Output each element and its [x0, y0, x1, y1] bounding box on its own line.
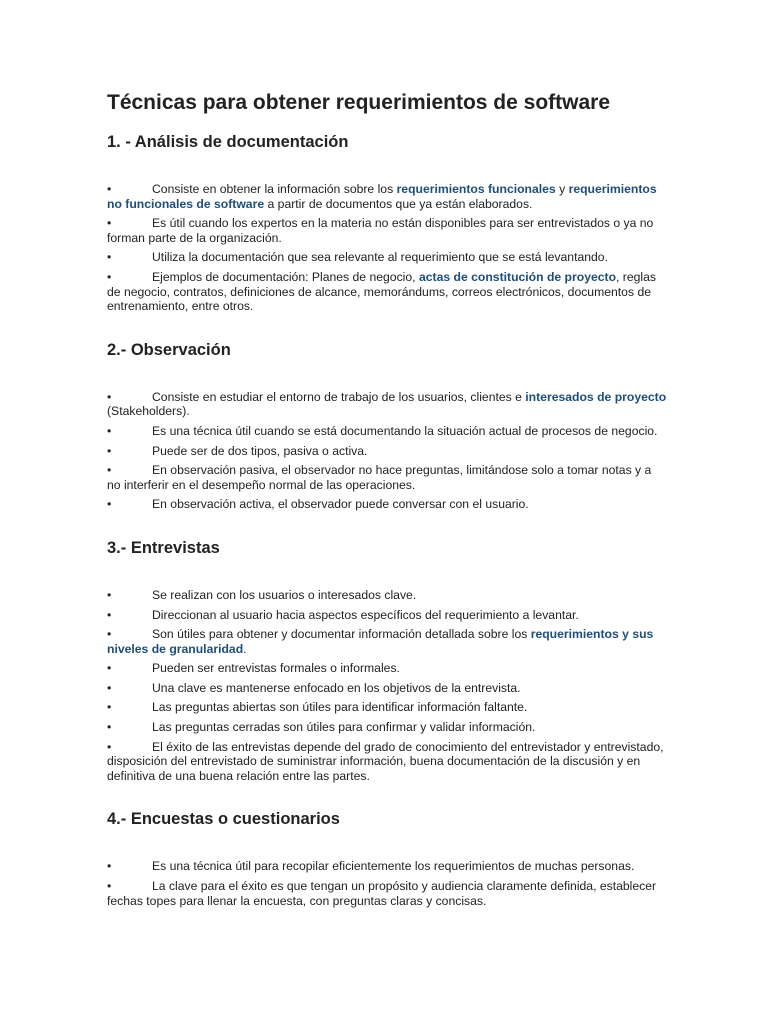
- bullet-icon: •: [107, 182, 112, 196]
- list-item-text: Ejemplos de documentación: Planes de negocio,: [152, 269, 419, 284]
- inline-link[interactable]: interesados de proyecto: [525, 389, 667, 404]
- list-item: [107, 661, 667, 676]
- document-page: [107, 88, 667, 913]
- list-item-text: Las preguntas cerradas son útiles para confirmar y validar información.: [152, 720, 536, 735]
- bullet-icon: •: [107, 700, 112, 715]
- list-item-text: .: [243, 641, 247, 656]
- list-item-text: El éxito de las entrevistas depende del grado de conocimiento del entrevistador y entrevistado, disposición del entrevistado de suministrar información, buena documentación de la discusión y en definitiva de una buena relación entre las partes.: [107, 739, 664, 783]
- section-heading: 3.- Entrevistas: [107, 538, 220, 557]
- list-item: [107, 700, 667, 715]
- bullet-list: [107, 588, 667, 784]
- list-item: [107, 627, 667, 656]
- bullet-list: [107, 390, 667, 512]
- list-item: [107, 216, 667, 245]
- document-title: Técnicas para obtener requerimientos de software: [107, 91, 610, 114]
- bullet-icon: •: [107, 720, 112, 735]
- bullet-icon: •: [107, 250, 112, 265]
- bullet-icon: •: [107, 423, 112, 438]
- list-item-text: Direccionan al usuario hacia aspectos específicos del requerimiento a levantar.: [152, 607, 579, 622]
- list-item-text: Una clave es mantenerse enfocado en los objetivos de la entrevista.: [152, 680, 521, 695]
- list-item-text: Son útiles para obtener y documentar información detallada sobre los: [152, 627, 531, 642]
- list-item-text: La clave para el éxito es que tengan un propósito y audiencia claramente definida, establecer fechas topes para llenar la encuesta, con preguntas claras y concisas.: [107, 879, 657, 908]
- bullet-icon: •: [107, 443, 112, 458]
- list-item-text: Consiste en estudiar el entorno de trabajo de los usuarios, clientes e: [152, 389, 526, 404]
- list-item-text: Las preguntas abiertas son útiles para identificar información faltante.: [152, 700, 528, 715]
- list-item: [107, 859, 667, 874]
- list-item-text: En observación pasiva, el observador no hace preguntas, limitándose solo a tomar notas y a no interferir en el desempeño normal de las operaciones.: [107, 463, 652, 492]
- section-heading: 2.- Observación: [107, 340, 231, 359]
- list-item-text: , reglas de negocio, contratos, definiciones de alcance, memorándums, correos electrónicos, documentos de entrenamiento, entre otros.: [107, 269, 656, 314]
- list-item-text: a partir de documentos que ya están elaborados.: [264, 196, 533, 211]
- list-item: [107, 444, 667, 459]
- list-item-text: Es útil cuando los expertos en la materia no están disponibles para ser entrevistados o ya no forman parte de la organización.: [107, 216, 654, 245]
- list-item-text: y: [555, 182, 569, 196]
- section-heading: 1. - Análisis de documentación: [107, 133, 349, 151]
- bullet-list: [107, 182, 667, 314]
- list-item: [107, 250, 667, 265]
- list-item: [107, 390, 667, 419]
- list-item: [107, 588, 667, 603]
- list-item: [107, 270, 667, 314]
- bullet-icon: •: [107, 680, 112, 695]
- list-item-text: (Stakeholders).: [107, 404, 190, 419]
- list-item: [107, 424, 667, 439]
- document-body: [107, 130, 667, 908]
- list-item: [107, 463, 667, 492]
- bullet-icon: •: [107, 269, 112, 284]
- list-item-text: Puede ser de dos tipos, pasiva o activa.: [152, 443, 368, 458]
- list-item: [107, 720, 667, 735]
- bullet-icon: •: [107, 463, 112, 478]
- bullet-icon: •: [107, 587, 112, 602]
- section-heading: 4.- Encuestas o cuestionarios: [107, 810, 340, 829]
- bullet-icon: •: [107, 389, 112, 404]
- list-item-text: Consiste en obtener la información sobre los: [152, 182, 397, 196]
- bullet-icon: •: [107, 661, 112, 676]
- bullet-icon: •: [107, 879, 112, 894]
- list-item: [107, 497, 667, 512]
- list-item-text: Es una técnica útil para recopilar eficientemente los requerimientos de muchas personas.: [152, 859, 635, 874]
- list-item: [107, 681, 667, 696]
- bullet-icon: •: [107, 607, 112, 622]
- inline-link[interactable]: requerimientos no funcionales de software: [107, 182, 657, 211]
- list-item-text: Utiliza la documentación que sea relevante al requerimiento que se está levantando.: [152, 250, 608, 265]
- list-item: [107, 879, 667, 908]
- bullet-icon: •: [107, 497, 112, 512]
- list-item-text: Se realizan con los usuarios o interesados clave.: [152, 587, 417, 602]
- inline-link[interactable]: requerimientos funcionales: [396, 182, 556, 196]
- list-item: [107, 182, 667, 211]
- bullet-icon: •: [107, 739, 112, 754]
- bullet-icon: •: [107, 216, 112, 231]
- list-item: [107, 608, 667, 623]
- bullet-icon: •: [107, 627, 112, 642]
- list-item: [107, 740, 667, 784]
- inline-link[interactable]: actas de constitución de proyecto: [418, 269, 617, 284]
- bullet-icon: •: [107, 859, 112, 874]
- list-item-text: Pueden ser entrevistas formales o informales.: [152, 661, 400, 676]
- list-item-text: Es una técnica útil cuando se está documentando la situación actual de procesos de negocio.: [152, 423, 658, 438]
- list-item-text: En observación activa, el observador puede conversar con el usuario.: [152, 497, 529, 512]
- bullet-list: [107, 859, 667, 908]
- inline-link[interactable]: requerimientos y sus niveles de granularidad: [107, 627, 654, 656]
